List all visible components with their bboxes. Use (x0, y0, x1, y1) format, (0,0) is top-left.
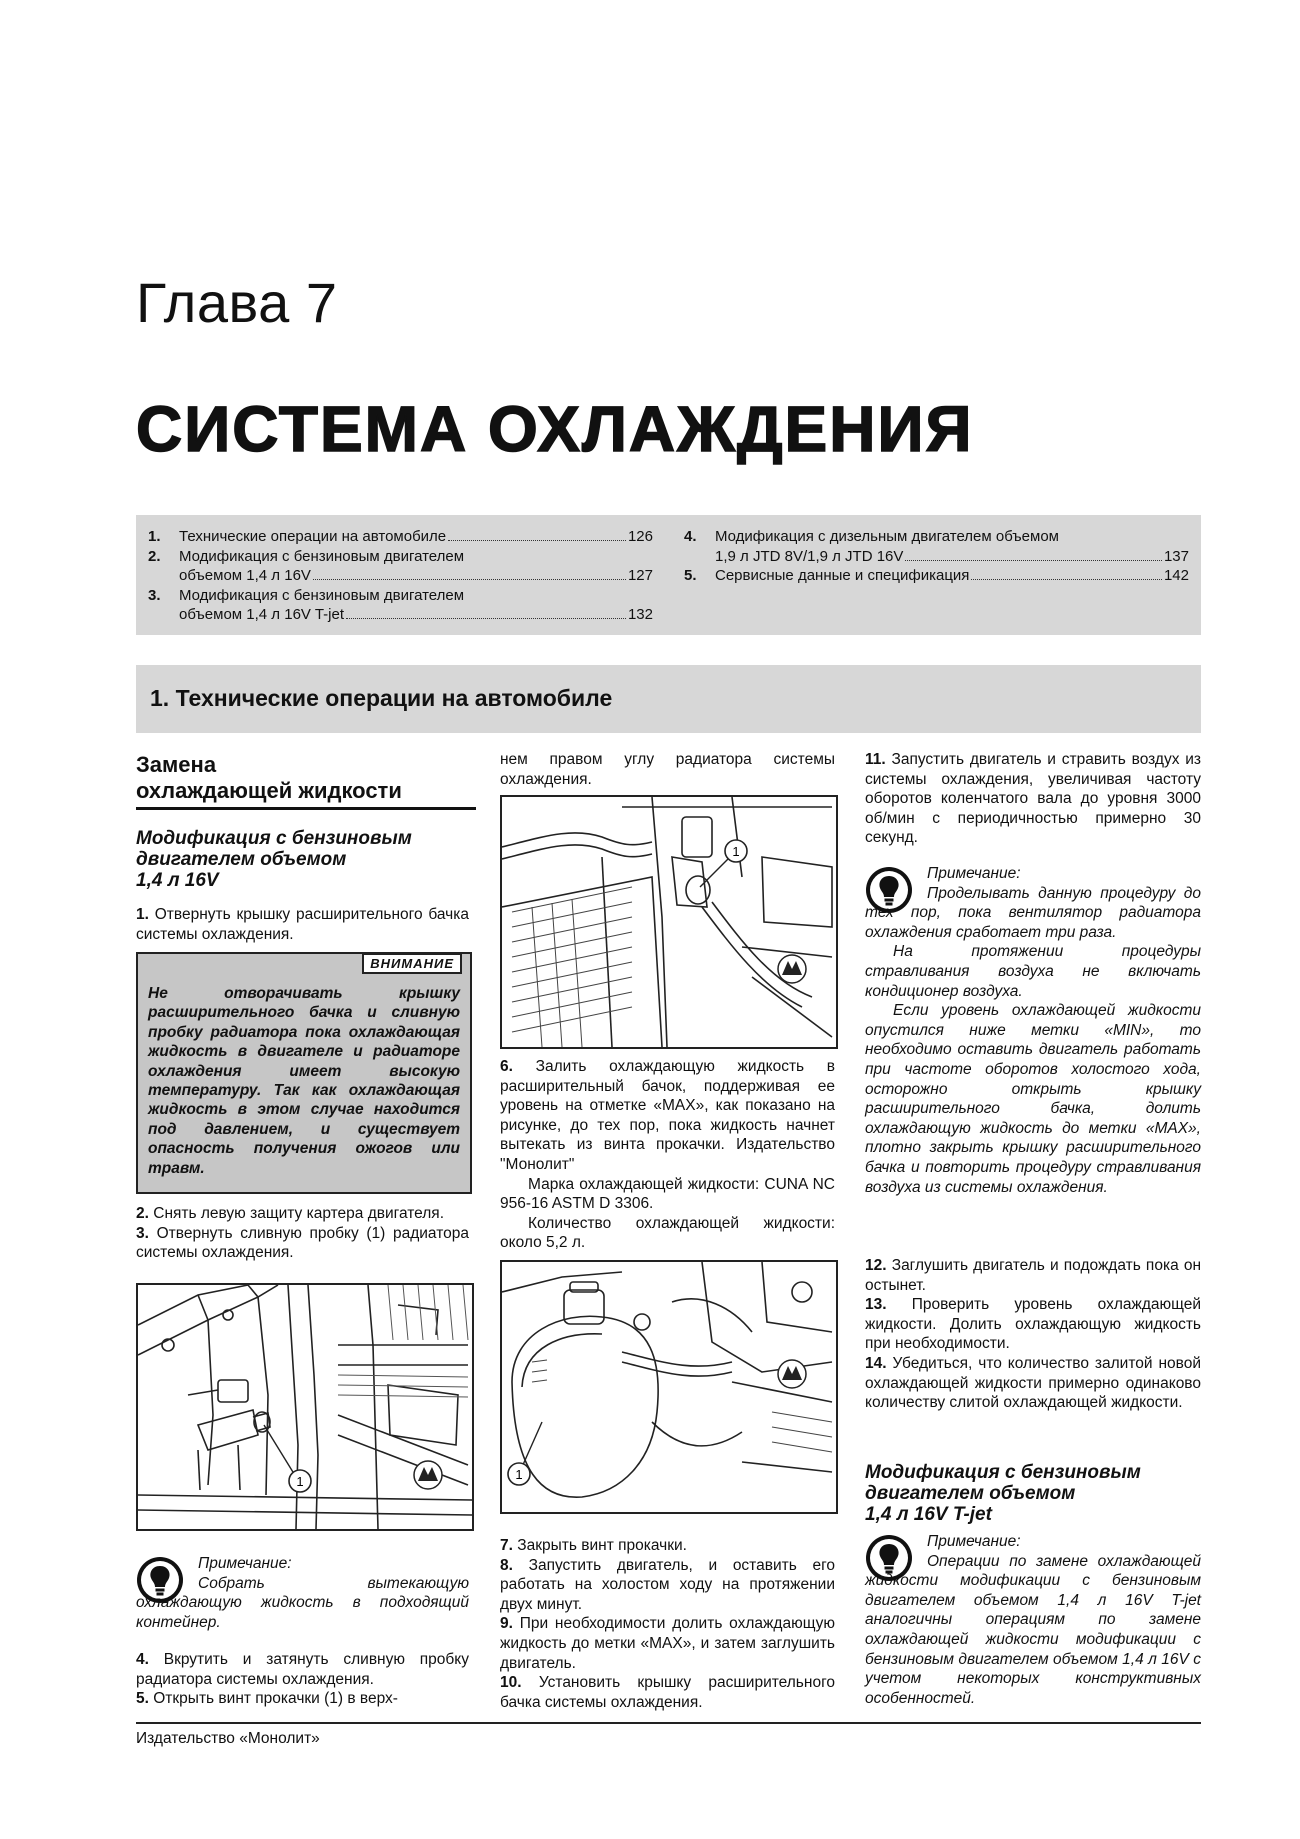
section-title: 1. Технические операции на автомобиле (150, 685, 613, 711)
figure-expansion-tank (500, 1260, 838, 1514)
toc-item (148, 547, 653, 586)
callout-number: 1 (296, 1474, 304, 1489)
drain-plug-illustration (138, 1285, 472, 1529)
toc-number: 2. (148, 547, 161, 565)
note-right-1 (865, 864, 1201, 1197)
monolit-logo (778, 955, 806, 983)
toc-page: 142 (1163, 567, 1189, 584)
step-7: 7. Закрыть винт прокачки. (500, 1537, 687, 1554)
monolit-logo (778, 1360, 806, 1388)
footer-publisher: Издательство «Монолит» (136, 1730, 320, 1747)
toc-text: Модификация с бензиновым двигателем (179, 547, 465, 565)
chapter-label: Глава 7 (136, 271, 338, 334)
column-middle-steps (500, 1057, 835, 1253)
note-text: Проделывать данную процедуру до тех пор, пока вентилятор радиатора охлаждения сработает три раза. (865, 884, 1201, 941)
note-text: Собрать вытекающую охлаждающую жидкость в подходящий контейнер. (136, 1574, 469, 1631)
step-4: 4. Вкрутить и затянуть сливную пробку радиатора системы охлаждения. (136, 1651, 469, 1688)
note-text: Операции по замене охлаждающей жидкости модификации с бензиновым двигателем объемом 1,4 л 16V T-jet аналогичны операциям по замене охлаждающей жидкости модификации с бензиновым двигателем объемом 1,4 л 16V с учетом некоторых конструктивных особенностей. (865, 1552, 1201, 1707)
step-12: 12. Заглушить двигатель и подождать пока он остынет. (865, 1257, 1201, 1294)
column-middle-bottom (500, 1536, 835, 1712)
step-14: 14. Убедиться, что количество залитой новой охлаждающей жидкости примерно одинаково количеству слитой охлаждающей жидкости. (865, 1354, 1201, 1412)
expansion-tank-illustration (502, 1262, 836, 1512)
column-right-top (865, 750, 1201, 848)
step-5-continued: нем правом углу радиатора системы охлаждения. (500, 751, 835, 788)
toc-item (148, 586, 653, 625)
note-title: Примечание: (198, 1555, 292, 1572)
table-of-contents (136, 515, 1201, 635)
column-left-bottom (136, 1650, 469, 1709)
toc-text: объемом 1,4 л 16V (179, 567, 311, 584)
toc-item (148, 527, 653, 547)
heading-rule (136, 807, 476, 810)
toc-number: 4. (684, 528, 697, 545)
toc-number: 5. (684, 567, 697, 584)
toc-text: 1,9 л JTD 8V/1,9 л JTD 16V (715, 547, 904, 565)
toc-number: 1. (148, 528, 161, 545)
section-title-bar (136, 665, 1201, 733)
step-1: 1. Отвернуть крышку расширительного бачка системы охлаждения. (136, 906, 469, 943)
toc-column-right (684, 527, 1189, 586)
coolant-brand: Марка охлаждающей жидкости: CUNA NC 956-16 ASTM D 3306. (500, 1175, 835, 1213)
callout-number: 1 (732, 844, 740, 859)
step-3: 3. Отвернуть сливную пробку (1) радиатора системы охлаждения. (136, 1224, 469, 1262)
step-6: 6. Залить охлаждающую жидкость в расширительный бачок, поддерживая ее уровень на отметке «MAX», как показано на рисунке, до тех пор, пока жидкость начнет вытекать из винта прокачки. Издательство "Монолит" (500, 1058, 836, 1173)
step-10: 10. Установить крышку расширительного бачка системы охлаждения. (500, 1674, 835, 1711)
toc-text: объемом 1,4 л 16V T-jet (179, 606, 344, 623)
bleed-screw-illustration (502, 797, 836, 1047)
warning-text: Не отворачивать крышку расширительного бачка и сливную пробку радиатора пока охлаждающая жидкость в двигателе и радиаторе охлаждения имеет высокую температуру. Так как охлаждающая жидкость в этом случае находится под давлением, и существует опасность получения ожогов или травм. (148, 985, 460, 1177)
step-2: 2. Снять левую защиту картера двигателя. (136, 1205, 445, 1222)
toc-text: Модификация с бензиновым двигателем (179, 586, 465, 604)
subheading-14-16v: Модификация с бензиновым двигателем объемом 1,4 л 16V (136, 828, 412, 891)
column-middle-top (500, 750, 835, 789)
subheading-14-16v-tjet: Модификация с бензиновым двигателем объемом 1,4 л 16V T-jet (865, 1462, 1141, 1525)
step-11: 11. Запустить двигатель и стравить воздух из системы охлаждения, увеличивая частоту оборотов коленчатого вала до уровня 3000 об/мин с периодичностью примерно 30 секунд. (865, 751, 1201, 847)
toc-page: 132 (627, 606, 653, 623)
toc-text: Технические операции на автомобиле (179, 528, 447, 545)
figure-drain-plug (136, 1283, 474, 1531)
note-right-2 (865, 1532, 1201, 1708)
toc-number: 3. (148, 586, 161, 604)
warning-label: ВНИМАНИЕ (362, 953, 462, 974)
note-title: Примечание: (927, 865, 1021, 882)
figure-bleed-screw (500, 795, 838, 1049)
monolit-logo (414, 1461, 442, 1489)
note-left (136, 1554, 469, 1632)
step-9: 9. При необходимости долить охлаждающую жидкость до метки «MAX», и затем заглушить двигатель. (500, 1615, 835, 1672)
step-8: 8. Запустить двигатель, и оставить его работать на холостом ходу на протяжении двух минут. (500, 1556, 835, 1613)
toc-column-left (148, 527, 653, 625)
note-text: На протяжении процедуры стравливания воздуха не включать кондиционер воздуха. (865, 943, 1201, 1000)
toc-page: 137 (1163, 547, 1189, 565)
footer-rule (136, 1722, 1201, 1724)
heading-replacement: Замена охлаждающей жидкости (136, 752, 402, 803)
warning-box (136, 952, 472, 1194)
chapter-title: СИСТЕМА ОХЛАЖДЕНИЯ (136, 393, 974, 465)
column-right-steps (865, 1256, 1201, 1413)
coolant-quantity: Количество охлаждающей жидкости: около 5,2 л. (500, 1214, 835, 1252)
toc-page: 126 (627, 528, 653, 545)
note-title: Примечание: (927, 1533, 1021, 1550)
step-13: 13. Проверить уровень охлаждающей жидкости. Долить охлаждающую жидкость при необходимости. (865, 1296, 1201, 1353)
note-text: Если уровень охлаждающей жидкости опустился ниже метки «MIN», то необходимо оставить двигатель работать при частоте оборотов холостого хода, осторожно открыть крышку расширительного бачка, долить охлаждающую жидкость до метки «MAX», плотно закрыть крышку расширительного бачка и повторить процедуру стравливания воздуха из системы охлаждения. (865, 1002, 1201, 1196)
column-left-steps (136, 1204, 469, 1263)
toc-page: 127 (627, 567, 653, 584)
toc-item (684, 566, 1189, 586)
step-5: 5. Открыть винт прокачки (1) в верх- (136, 1690, 398, 1708)
toc-text: Сервисные данные и спецификация (715, 567, 970, 584)
toc-item (684, 527, 1189, 566)
callout-number: 1 (515, 1467, 523, 1482)
toc-text: Модификация с дизельным двигателем объемом (715, 528, 1059, 545)
column-left (136, 752, 476, 944)
